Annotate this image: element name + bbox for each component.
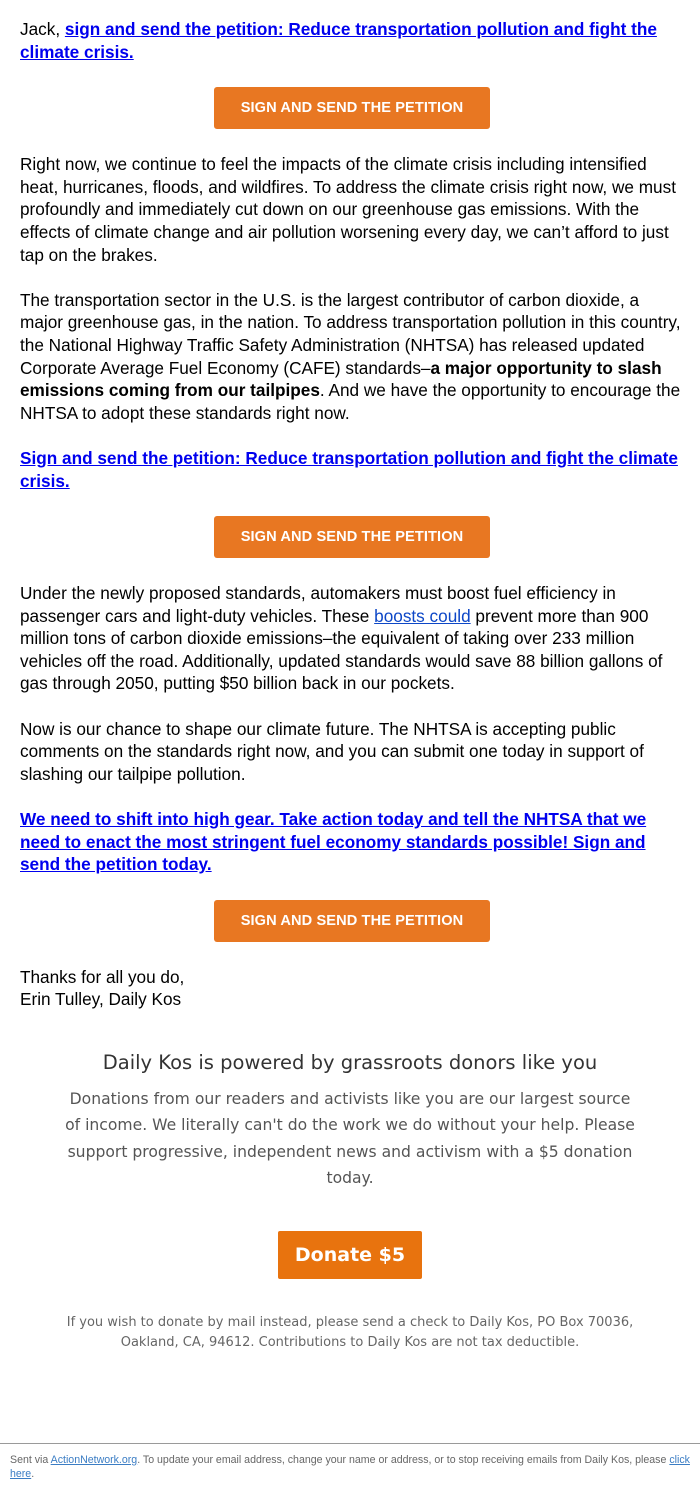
email-footer [0, 1443, 700, 1481]
signoff-name: Erin Tulley, Daily Kos [20, 989, 182, 1010]
actionnetwork-link[interactable]: ActionNetwork.org [50, 1454, 138, 1466]
footer-unsubscribe-text: . To update your email address, change your name or address, or to stop receiving emails from Daily Kos, please [137, 1454, 670, 1466]
boosts-could-link[interactable]: boosts could [374, 605, 471, 626]
footer-sent-via: Sent via [10, 1454, 51, 1466]
transportation-bold-text: a major opportunity to slash emissions coming from our tailpipes [20, 357, 662, 401]
paragraph-climate-impacts: Right now, we continue to feel the impacts of the climate crisis including intensified heat, hurricanes, floods, and wildfires. To address the climate crisis right now, we must profoundly and immediately cut down on our greenhouse gas emissions. With the effects of climate change and air pollution worsening every day, we can’t afford to just tap on the brakes. [20, 154, 676, 265]
donor-body: Donations from our readers and activists like you are our largest source of income. We literally can't do the work we do without your help. Please support progressive, independent news and activism with a $5 donation today. [65, 1090, 635, 1187]
transportation-text-end: . And we have the opportunity to encourage the NHTSA to adopt these standards right now. [20, 380, 681, 423]
intro-paragraph [20, 18, 684, 63]
petition-link-paragraph-2 [20, 447, 684, 492]
paragraph-standards [20, 582, 684, 695]
signoff [20, 966, 684, 1011]
cta-wrapper-3 [20, 900, 684, 942]
donate-button[interactable]: Donate $5 [278, 1231, 422, 1279]
petition-link-3[interactable]: We need to shift into high gear. Take action today and tell the NHTSA that we need to enact the most stringent fuel economy standards possible! Sign and send the petition today. [20, 809, 647, 875]
email-body [20, 18, 684, 1011]
mail-donation-note: If you wish to donate by mail instead, please send a check to Daily Kos, PO Box 70036, Oakland, CA, 94612. Contributions to Daily Kos are not tax deductible. [66, 1315, 634, 1351]
donor-appeal-section [0, 1048, 700, 1353]
standards-text: Under the newly proposed standards, automakers must boost fuel efficiency in passenger cars and light-duty vehicles. These [20, 583, 616, 626]
petition-link-paragraph-3 [20, 808, 684, 876]
cta-wrapper-1 [20, 87, 684, 129]
sign-petition-button-3[interactable]: SIGN AND SEND THE PETITION [214, 900, 490, 942]
signoff-thanks: Thanks for all you do, [20, 966, 185, 987]
donor-heading: Daily Kos is powered by grassroots donors like you [102, 1051, 598, 1074]
greeting-text: Jack, [20, 19, 65, 39]
transportation-text: The transportation sector in the U.S. is the largest contributor of carbon dioxide, a major greenhouse gas, in the nation. To address transportation pollution in this country, the National Highway Traffic Safety Administration (NHTSA) has released updated Corporate Average Fuel Economy (CAFE) standards– [20, 289, 681, 378]
petition-link-2[interactable]: Sign and send the petition: Reduce transportation pollution and fight the climate crisis. [20, 447, 678, 491]
paragraph-climate-future: Now is our chance to shape our climate future. The NHTSA is accepting public comments on the standards right now, and you can submit one today in support of slashing our tailpipe pollution. [20, 718, 644, 784]
sign-petition-button-1[interactable]: SIGN AND SEND THE PETITION [214, 87, 490, 129]
sign-petition-button-2[interactable]: SIGN AND SEND THE PETITION [214, 516, 490, 558]
cta-wrapper-2 [20, 516, 684, 558]
unsubscribe-link[interactable]: click here [10, 1454, 690, 1480]
petition-link-intro[interactable]: sign and send the petition: Reduce transportation pollution and fight the climate crisis. [20, 19, 657, 62]
footer-end: . [31, 1467, 35, 1480]
paragraph-transportation [20, 289, 684, 425]
standards-text-end: prevent more than 900 million tons of carbon dioxide emissions–the equivalent of taking over 233 million vehicles off the road. Additionally, updated standards would save 88 billion gallons of gas through 2050, putting $50 billion back in our pockets. [20, 605, 663, 694]
